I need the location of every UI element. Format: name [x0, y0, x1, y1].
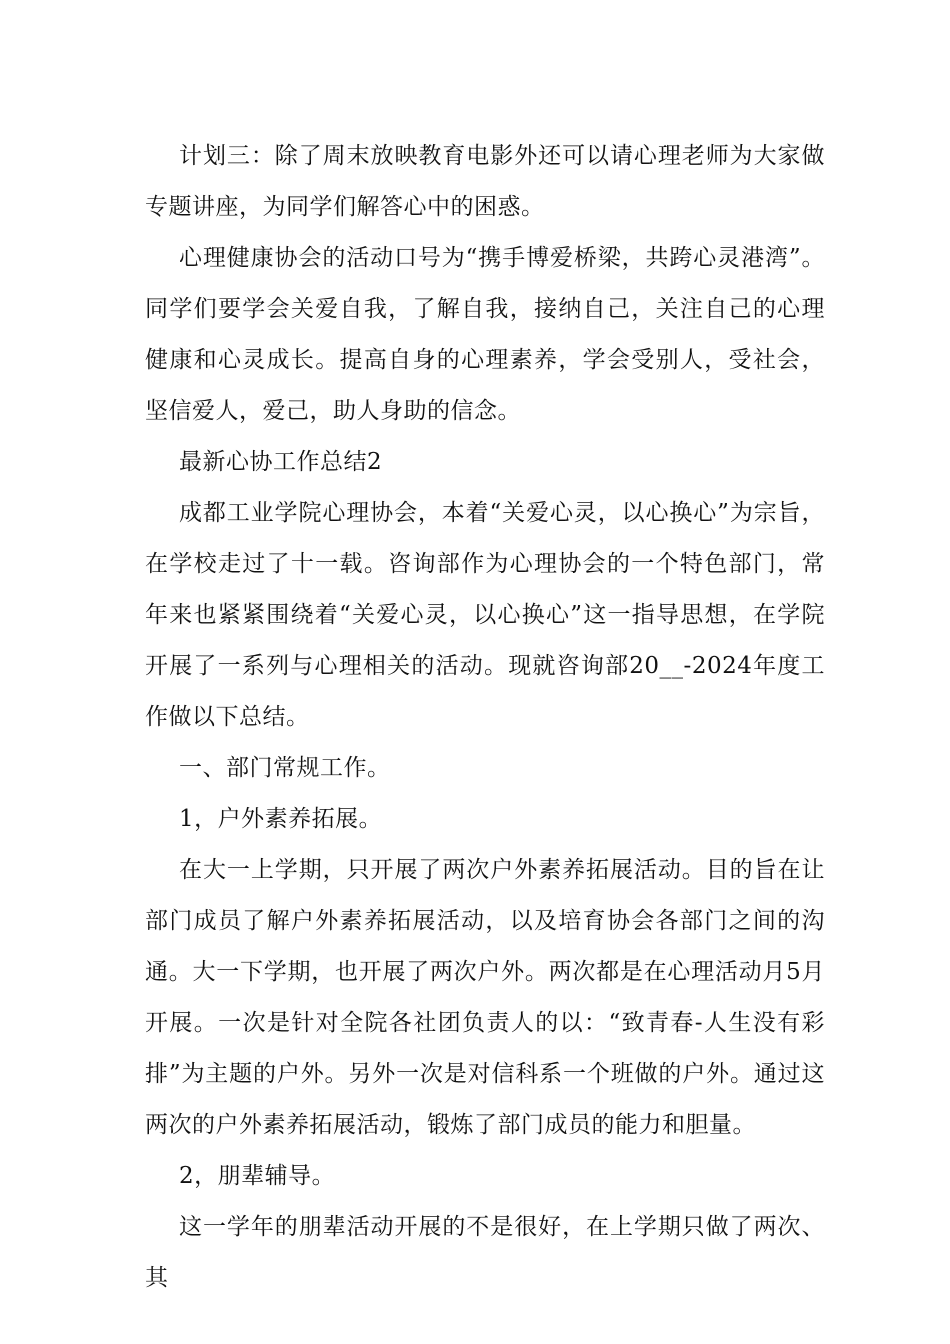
subheading-peer-counseling: 2，朋辈辅导。	[179, 1163, 336, 1189]
subheading-outdoor-training: 1，户外素养拓展。	[179, 806, 383, 832]
paragraph-introduction: 成都工业学院心理协会，本着“关爱心灵，以心换心”为宗旨，在学校走过了十一载。咨询部作为心理协会的一个特色部门，常年来也紧紧围绕着“关爱心灵，以心换心”这一指导思想，在学院开展了一系列与心理相关的活动。现就咨询部20__-2024年度工作做以下总结。	[145, 500, 825, 730]
paragraph-peer-counseling: 这一学年的朋辈活动开展的不是很好，在上学期只做了两次、其	[145, 1214, 825, 1291]
section-heading-summary-2: 最新心协工作总结2	[179, 449, 383, 475]
paragraph-slogan: 心理健康协会的活动口号为“携手博爱桥梁，共跨心灵港湾”。同学们要学会关爱自我，了解自我，接纳自己，关注自己的心理健康和心灵成长。提高自身的心理素养，学会受别人，受社会，坚信爱人，爱己，助人身助的信念。	[145, 245, 825, 424]
document-body	[145, 131, 825, 1304]
paragraph-plan-three: 计划三：除了周末放映教育电影外还可以请心理老师为大家做专题讲座，为同学们解答心中的困惑。	[145, 143, 825, 220]
paragraph-outdoor-training: 在大一上学期，只开展了两次户外素养拓展活动。目的旨在让部门成员了解户外素养拓展活动，以及培育协会各部门之间的沟通。大一下学期，也开展了两次户外。两次都是在心理活动月5月开展。一次是针对全院各社团负责人的以：“致青春-人生没有彩排”为主题的户外。另外一次是对信科系一个班做的户外。通过这两次的户外素养拓展活动，锻炼了部门成员的能力和胆量。	[145, 857, 825, 1138]
section-heading-routine-work: 一、部门常规工作。	[179, 755, 391, 781]
